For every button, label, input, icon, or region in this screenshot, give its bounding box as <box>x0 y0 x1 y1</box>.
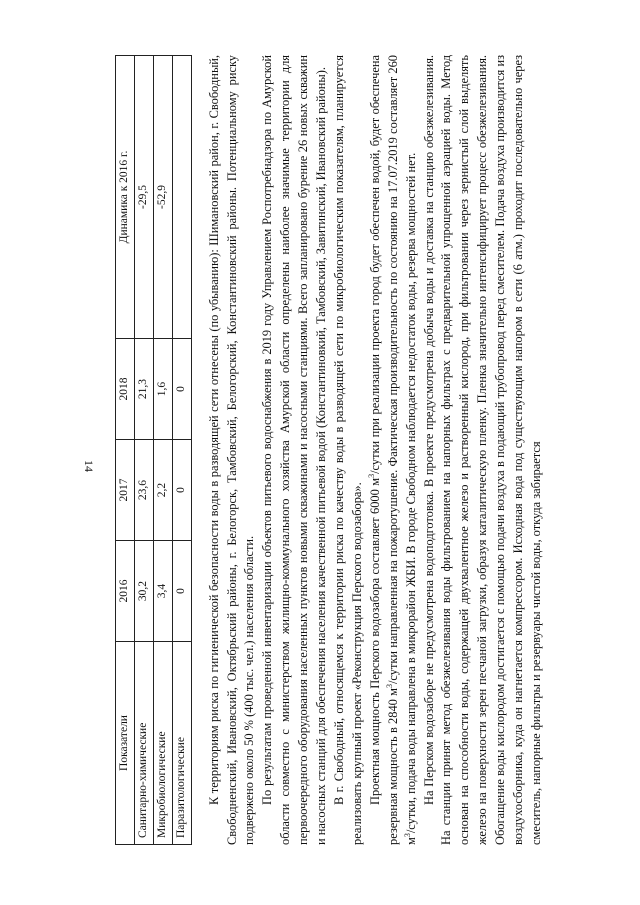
indicators-table <box>115 55 192 845</box>
table-cell: 2,2 <box>153 440 172 541</box>
superscript: 3 <box>402 833 412 838</box>
table-cell: 0 <box>172 339 191 440</box>
header-2017: 2017 <box>116 440 135 541</box>
table-row <box>153 56 172 845</box>
page-number: 14 <box>82 460 96 472</box>
paragraph-water-treatment: На Перском водозаборе не предусмотрена водоподготовка. В проекте предусмотрена добыча воды и доставка на станцию обезжелезивания. На станции принят метод обезжелезивания воды фильтрованием на напорных фильтрах с предварительной упрощенной аэрацией воды. Метод основан на способности воды, содержащей двухвалентное железо и растворенный кислород, при фильтровании через зернистый слой выделять железо на поверхности зерен песчаной загрузки, образуя каталитическую пленку. Пленка значительно интенсифицирует процесс обезжелезивания. Обогащение воды кислородом достигается с помощью подачи воздуха в подающий трубопровод перед смесителем. Подача воздуха производится из воздухосборника, куда он нагнетается компрессором. Исходная вода под существующим напором в сети (6 атм.) проходит последовательно через смеситель, напорные фильтры и резервуары чистой воды, откуда забирается <box>421 55 543 845</box>
paragraph-risk-territories: К территориям риска по гигиенической безопасности воды в разводящей сети отнесены (по убыванию): Шимановский район, г. Свободный, Свободненский, Ивановский, Октябрьский районы, г. Белогорск, Тамбовский, Белогорский, Константиновский районы. Потенциальному риску подвержено около 50 % (400 тыс. чел.) населения области. <box>206 55 257 845</box>
table-cell: 0 <box>172 440 191 541</box>
table-row <box>134 56 153 845</box>
table-cell: 21,3 <box>134 339 153 440</box>
header-dynamics: Динамика к 2016 г. <box>116 56 135 339</box>
table-cell: 23,6 <box>134 440 153 541</box>
capacity-text-4: /сутки, подача воды направлена в микрорайон ЖБИ. В городе Свободном наблюдается недостаток воды, резерва мощностей нет. <box>403 152 418 834</box>
table-cell: Санитарно-химические <box>134 642 153 845</box>
header-indicators: Показатели <box>116 642 135 845</box>
paragraph-capacity <box>367 55 421 845</box>
table-header-row <box>116 56 135 845</box>
capacity-text-1: Проектная мощность Перского водозабора составляет 6000 м <box>367 477 382 805</box>
table-cell: Паразитологические <box>172 642 191 845</box>
table-cell: -52,9 <box>153 56 172 339</box>
table-row <box>172 56 191 845</box>
header-2016: 2016 <box>116 541 135 642</box>
capacity-text-2: /сутки при реализации проекта город будет обеспечен водой, будет обеспечена резервная мощность в 2840 м <box>367 55 400 845</box>
table-cell: 30,2 <box>134 541 153 642</box>
paragraph-svobodny: В г. Свободный, относящемся к территории риска по качеству воды в разводящей сети по микробиологическим показателям, планируется реализовать крупный проект «Реконструкция Перского водозабора». <box>331 55 364 845</box>
superscript: 3 <box>366 473 376 478</box>
table-cell: 1,6 <box>153 339 172 440</box>
rotated-page-content <box>115 55 625 845</box>
header-2018: 2018 <box>116 339 135 440</box>
table-cell: Микробиологические <box>153 642 172 845</box>
superscript: 3 <box>384 684 394 689</box>
paragraph-inventory: По результатам проведенной инвентаризации объектов питьевого водоснабжения в 2019 году Управлением Роспотребнадзора по Амурской области совместно с министерством жилищно-коммунального хозяйства Амурской области определены наиболее значимые территории для первоочередного оборудования населенных пунктов новыми скважинами и насосными станциями. Всего запланировано бурение 26 новых скважин и насосных станций для обеспечения населения качественной питьевой водой (Константиновкий, Тамбовский, Завитинский, Ивановский районы). <box>260 55 329 845</box>
table-cell <box>172 56 191 339</box>
table-cell: 3,4 <box>153 541 172 642</box>
body-text <box>206 55 546 845</box>
capacity-text-3: /сутки направленная на пожаротушение. Фактическая производительность по состоянию на 17.07.2019 составляет 260 м <box>385 55 418 845</box>
table-cell: 0 <box>172 541 191 642</box>
table-cell: -29,5 <box>134 56 153 339</box>
